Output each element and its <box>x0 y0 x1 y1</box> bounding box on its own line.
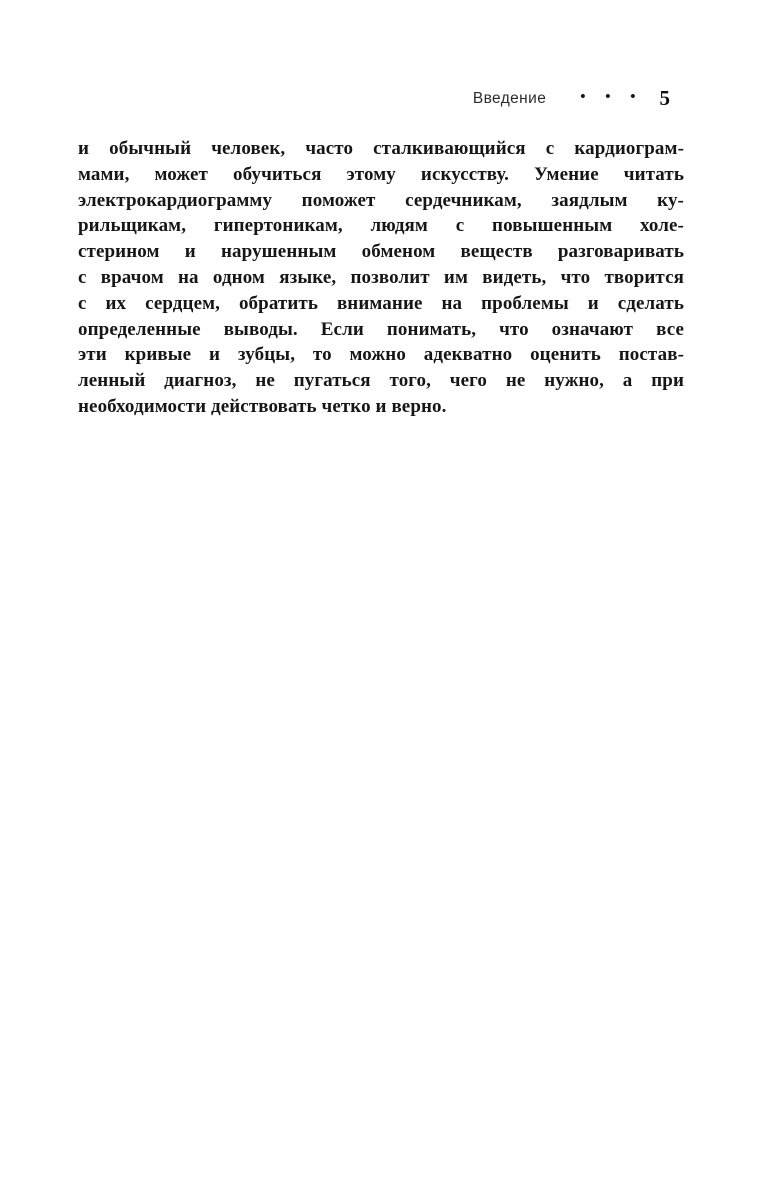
text-line: с их сердцем, обратить внимание на проблемы и сделать <box>78 292 684 314</box>
header-ornament-dots: • • • <box>580 89 644 105</box>
text-line: мами, может обучиться этому искусству. Умение читать <box>78 163 684 185</box>
page-header <box>78 88 670 109</box>
text-line: определенные выводы. Если понимать, что означают все <box>78 318 684 340</box>
text-line: с врачом на одном языке, позволит им видеть, что творится <box>78 266 684 288</box>
text-line: рильщикам, гипертоникам, людям с повышенным холе- <box>78 215 684 237</box>
text-line: эти кривые и зубцы, то можно адекватно оценить постав- <box>78 344 684 366</box>
page-number: 5 <box>659 86 670 110</box>
text-line: стерином и нарушенным обменом веществ разговаривать <box>78 241 684 263</box>
text-line: ленный диагноз, не пугаться того, чего не нужно, а при <box>78 370 684 392</box>
body-text <box>78 136 684 420</box>
text-line: необходимости действовать четко и верно. <box>78 395 447 417</box>
section-title: Введение <box>472 89 547 107</box>
text-line: и обычный человек, часто сталкивающийся с кардиограм- <box>78 138 684 159</box>
text-line: электрокардиограмму поможет сердечникам, заядлым ку- <box>78 189 684 211</box>
